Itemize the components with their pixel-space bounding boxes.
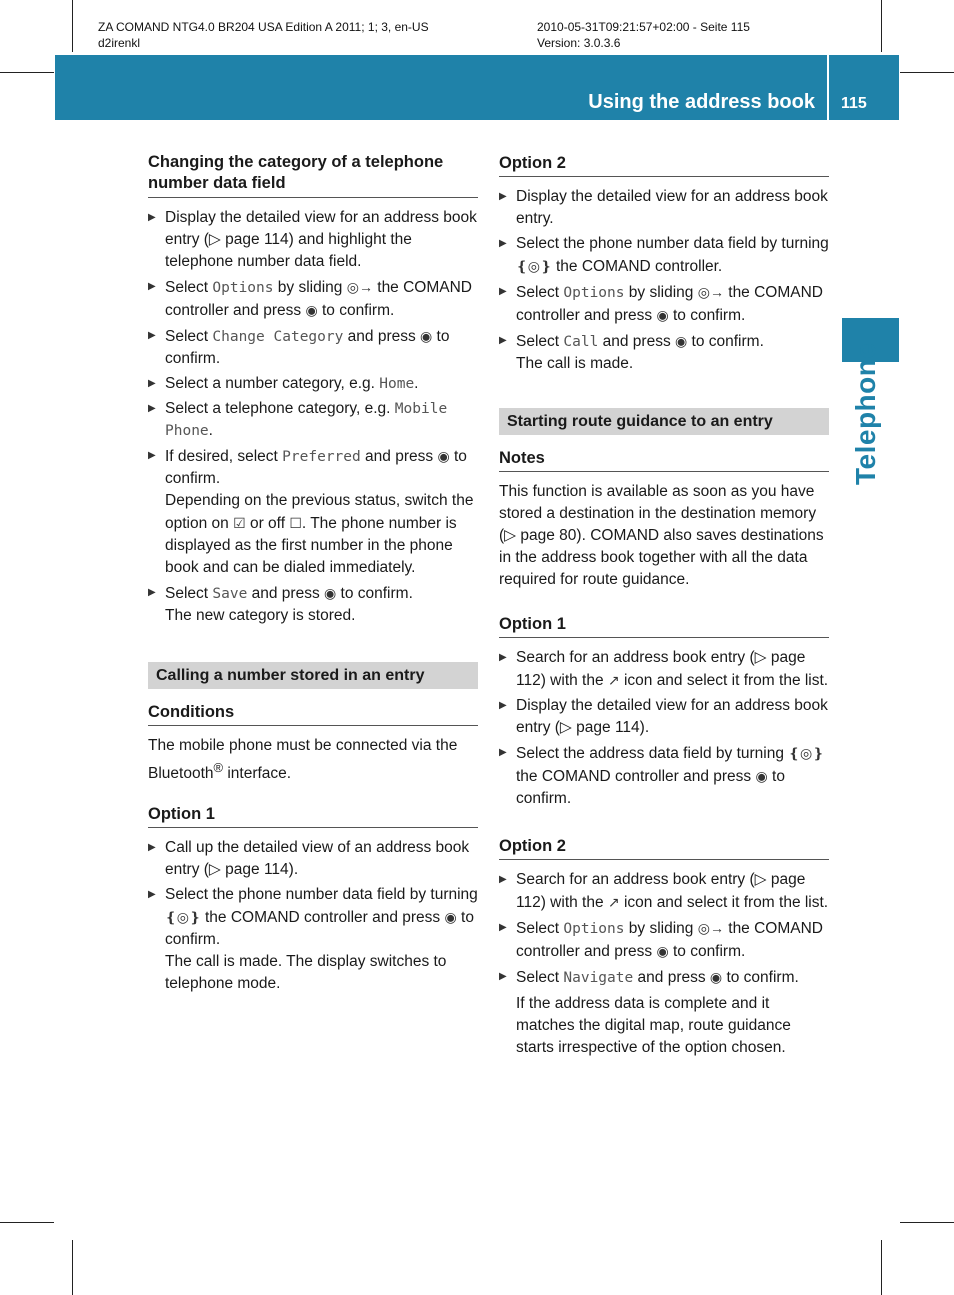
step-text: the COMAND controller. — [551, 258, 723, 275]
menu-item-code: Call — [563, 334, 599, 350]
checkbox-empty-icon: ☐ — [289, 515, 302, 531]
subsection-heading: Conditions — [148, 701, 478, 726]
press-controller-icon: ◉ — [709, 969, 723, 985]
subsection-heading: Option 1 — [148, 803, 478, 828]
press-controller-icon: ◉ — [324, 585, 337, 601]
step-list — [499, 869, 829, 1059]
meta-line: 2010-05-31T09:21:57+02:00 - Seite 115 — [537, 20, 750, 34]
step-text: to confirm. — [165, 328, 450, 367]
step-text: Search for an address book entry (▷ page 112) with the — [516, 649, 806, 689]
step-text: icon and select it from the list. — [619, 894, 829, 911]
step — [499, 869, 829, 914]
step-text: Select the phone number data field by turning — [165, 886, 478, 904]
press-controller-icon: ◉ — [675, 333, 688, 349]
menu-item-code: Home — [379, 376, 415, 392]
paragraph-text: The mobile phone must be connected via the Bluetooth — [148, 737, 458, 783]
step-text: . — [208, 422, 213, 439]
menu-item-code: Options — [563, 921, 625, 937]
step-text: . — [414, 375, 419, 392]
chapter-label — [850, 342, 881, 490]
crop-mark — [72, 1240, 73, 1295]
slide-controller-icon: ◎→ — [697, 284, 724, 300]
slide-controller-icon: ◎→ — [346, 279, 373, 295]
step-text: the COMAND controller and press — [516, 284, 824, 324]
step — [148, 276, 478, 322]
crop-mark — [900, 72, 954, 73]
step-text: the COMAND controller and press — [200, 909, 445, 927]
chapter-label-text: Telephone — [850, 342, 881, 485]
step-text: and press — [598, 333, 675, 350]
subsection-heading: Notes — [499, 447, 829, 472]
step-text: to confirm. — [516, 768, 785, 807]
step-text: to confirm. — [165, 448, 467, 487]
page-title: Using the address book — [588, 91, 815, 113]
step — [499, 917, 829, 963]
step-text: Select the address data field by turning — [516, 745, 789, 762]
crop-mark — [881, 0, 882, 52]
step-text: by sliding — [624, 920, 698, 937]
press-controller-icon: ◉ — [420, 328, 433, 344]
press-controller-icon: ◉ — [437, 448, 450, 464]
step-text: and press — [343, 328, 421, 345]
step-text: the COMAND controller and press — [516, 920, 824, 960]
meta-line: d2irenkl — [98, 36, 141, 50]
step-text: by sliding — [624, 284, 698, 301]
step-text: by sliding — [273, 279, 347, 296]
step — [499, 330, 829, 375]
step-text: and press — [247, 585, 324, 602]
step — [148, 373, 478, 395]
step-text: and press — [360, 448, 438, 465]
subsection-heading: Option 1 — [499, 613, 829, 638]
step-text: to confirm. — [668, 307, 746, 324]
step-text: and press — [633, 969, 710, 986]
press-controller-icon: ◉ — [444, 909, 457, 926]
subsection-heading: Option 2 — [499, 152, 829, 177]
registered-mark: ® — [213, 760, 224, 775]
step — [148, 884, 478, 995]
menu-item-code: Save — [212, 586, 248, 602]
step-list — [148, 207, 478, 627]
navigation-icon: ↗ — [607, 894, 620, 910]
turn-controller-icon: ❴◎❵ — [516, 258, 552, 274]
menu-item-code: Options — [212, 280, 274, 296]
meta-line: ZA COMAND NTG4.0 BR204 USA Edition A 2011; 1; 3, en-US — [98, 20, 429, 34]
step-text: Select a telephone category, e.g. — [165, 400, 395, 417]
step-text: to confirm. — [165, 909, 474, 949]
paragraph-text: interface. — [223, 765, 292, 783]
crop-mark — [72, 0, 73, 52]
header-band — [55, 55, 827, 120]
crop-mark — [881, 1240, 882, 1295]
menu-item-code: Options — [563, 285, 625, 301]
step — [499, 695, 829, 739]
step-list — [499, 186, 829, 375]
print-meta-right — [537, 19, 750, 51]
turn-controller-icon: ❴◎❵ — [788, 745, 824, 761]
step — [148, 207, 478, 273]
crop-mark — [0, 1222, 54, 1223]
step-text: Select a number category, e.g. — [165, 375, 380, 392]
press-controller-icon: ◉ — [305, 302, 318, 318]
step — [148, 398, 478, 442]
checkbox-checked-icon: ☑ — [233, 515, 246, 531]
section-bar: Calling a number stored in an entry — [148, 662, 478, 689]
press-controller-icon: ◉ — [656, 943, 669, 959]
meta-line: Version: 3.0.3.6 — [537, 36, 621, 50]
step-note: If the address data is complete and it matches the digital map, route guidance starts irrespective of the option chosen. — [516, 995, 791, 1056]
step-text: Select — [165, 585, 213, 602]
step-note: The call is made. The display switches to telephone mode. — [165, 953, 447, 993]
step-note: The new category is stored. — [165, 607, 356, 624]
step-text: Display the detailed view for an address book entry (▷ page 114) and highlight the telephone number data field. — [165, 209, 477, 270]
step-text: Select — [165, 279, 213, 296]
step — [148, 445, 478, 579]
paragraph — [148, 735, 478, 785]
page-number: 115 — [841, 95, 867, 112]
paragraph: This function is available as soon as you have stored a destination in the destination memory (▷ page 80). COMAND also saves destinations in the address book together with all the data required for route guidance. — [499, 483, 824, 588]
step-text: Select — [516, 920, 564, 937]
step-text: Select the phone number data field by turning — [516, 235, 829, 252]
step-text: to confirm. — [722, 969, 799, 986]
step — [499, 233, 829, 278]
menu-item-code: Preferred — [282, 449, 361, 465]
crop-mark — [0, 72, 54, 73]
print-meta-left — [98, 19, 429, 51]
section-heading: Changing the category of a telephone number data field — [148, 152, 478, 198]
slide-controller-icon: ◎→ — [697, 920, 724, 936]
subsection-heading: Option 2 — [499, 835, 829, 860]
step-text: to confirm. — [668, 943, 746, 960]
step — [499, 281, 829, 327]
step-text: Display the detailed view for an address book entry. — [516, 188, 828, 227]
menu-item-code: Change Category — [212, 329, 344, 345]
step-text: icon and select it from the list. — [619, 672, 829, 689]
right-column — [499, 152, 829, 1062]
step-text: Select — [516, 969, 564, 986]
crop-mark — [900, 1222, 954, 1223]
step-note: Depending on the previous status, switch the option on — [165, 492, 474, 532]
step-text: Select — [516, 284, 564, 301]
step-list — [148, 837, 478, 995]
step — [499, 966, 829, 1059]
step-text: Select — [165, 328, 213, 345]
step-text: Search for an address book entry (▷ page 112) with the — [516, 871, 806, 911]
step-text: Display the detailed view for an address book entry (▷ page 114). — [516, 697, 828, 736]
step-text: to confirm. — [317, 302, 395, 319]
step — [499, 186, 829, 230]
navigation-icon: ↗ — [607, 672, 620, 688]
menu-item-code: Mobile Phone — [165, 401, 448, 439]
step — [148, 582, 478, 627]
step-list — [499, 647, 829, 810]
step-text: the COMAND controller and press — [165, 279, 473, 319]
step — [499, 647, 829, 692]
step-text: Select — [516, 333, 564, 350]
step-note: . The phone number is displayed as the first number in the phone book and can be dialed immediately. — [165, 515, 457, 576]
step — [148, 837, 478, 881]
step-text: to confirm. — [687, 333, 764, 350]
turn-controller-icon: ❴◎❵ — [165, 909, 201, 926]
press-controller-icon: ◉ — [656, 307, 669, 323]
step — [148, 325, 478, 370]
step-text: If desired, select — [165, 448, 283, 465]
step-text: to confirm. — [336, 585, 413, 602]
step-note: or off — [245, 515, 290, 532]
left-column — [148, 152, 478, 998]
step — [499, 742, 829, 810]
step-text: Call up the detailed view of an address book entry (▷ page 114). — [165, 839, 470, 879]
step-note: The call is made. — [516, 355, 634, 372]
section-bar: Starting route guidance to an entry — [499, 408, 829, 435]
page-number-box — [829, 55, 899, 120]
press-controller-icon: ◉ — [755, 768, 768, 784]
menu-item-code: Navigate — [563, 970, 634, 986]
step-text: the COMAND controller and press — [516, 768, 756, 785]
